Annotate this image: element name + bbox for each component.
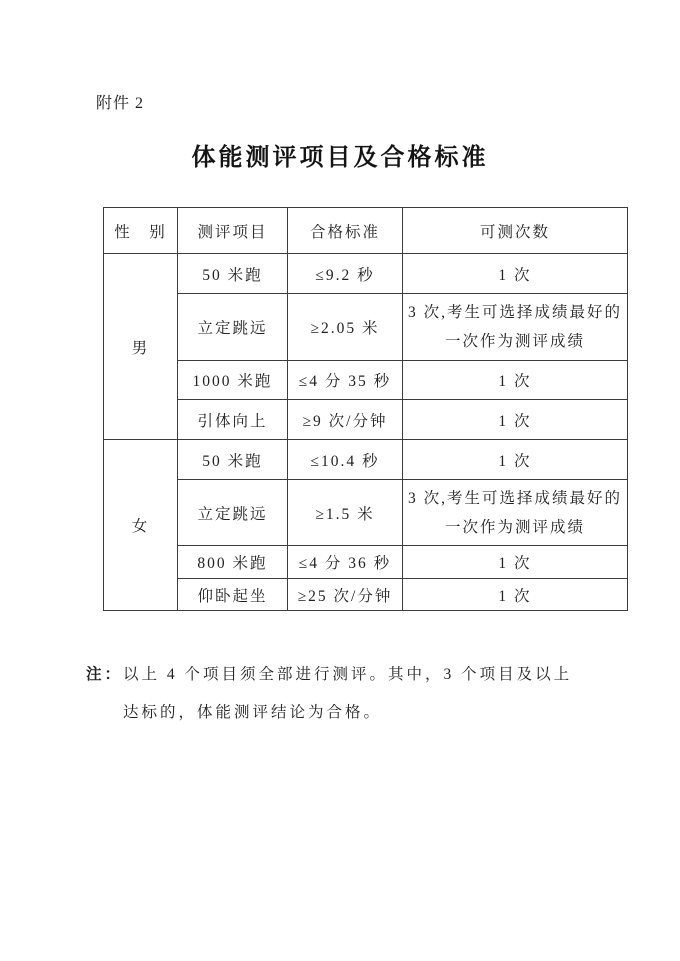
footnote	[86, 656, 572, 732]
footnote-label: 注：	[86, 666, 124, 683]
attempts-cell: 1 次	[403, 361, 628, 400]
table-row-male-longjump	[104, 294, 628, 361]
item-cell: 引体向上	[178, 400, 288, 440]
item-cell: 仰卧起坐	[178, 579, 288, 611]
attachment-label: 附件 2	[96, 95, 145, 112]
col-header-item: 测评项目	[178, 208, 288, 254]
item-cell: 50 米跑	[178, 254, 288, 294]
attempts-line-1: 3 次,考生可选择成绩最好的	[407, 304, 622, 321]
attempts-line-1: 3 次,考生可选择成绩最好的	[407, 489, 622, 507]
standard-cell: ≥9 次/分钟	[288, 400, 403, 440]
standard-cell: ≤4 分 35 秒	[288, 361, 403, 400]
attempts-cell: 1 次	[403, 546, 628, 579]
table-row-male-1000m	[104, 361, 628, 400]
standard-cell: ≥1.5 米	[288, 480, 403, 546]
attempts-line-2: 一次作为测评成绩	[444, 518, 585, 536]
item-cell: 800 米跑	[178, 546, 288, 579]
attempts-cell	[403, 480, 628, 546]
attempts-cell: 1 次	[403, 579, 628, 611]
standard-cell: ≤4 分 36 秒	[288, 546, 403, 579]
attempts-cell: 1 次	[403, 440, 628, 480]
fitness-standards-table	[103, 207, 628, 611]
standard-cell: ≥2.05 米	[288, 294, 403, 361]
table-row-male-pullup	[104, 400, 628, 440]
item-cell: 立定跳远	[178, 294, 288, 361]
table-row-female-situp	[104, 579, 628, 611]
table-row-male-50m	[104, 254, 628, 294]
table-header-row	[104, 208, 628, 254]
col-header-standard: 合格标准	[288, 208, 403, 254]
footnote-text	[123, 656, 572, 732]
table-row-female-50m	[104, 440, 628, 480]
attempts-line-2: 一次作为测评成绩	[444, 333, 585, 350]
standard-cell: ≤9.2 秒	[288, 254, 403, 294]
gender-cell-female: 女	[104, 440, 178, 611]
item-cell: 1000 米跑	[178, 361, 288, 400]
item-cell: 立定跳远	[178, 480, 288, 546]
standard-cell: ≥25 次/分钟	[288, 579, 403, 611]
attempts-cell: 1 次	[403, 254, 628, 294]
item-cell: 50 米跑	[178, 440, 288, 480]
table-row-female-longjump	[104, 480, 628, 546]
standard-cell: ≤10.4 秒	[288, 440, 403, 480]
page-title: 体能测评项目及合格标准	[191, 145, 489, 171]
col-header-gender: 性 别	[104, 208, 178, 254]
attempts-cell: 1 次	[403, 400, 628, 440]
gender-cell-male: 男	[104, 254, 178, 440]
col-header-attempts: 可测次数	[403, 208, 628, 254]
footnote-line-1: 以上 4 个项目须全部进行测评。其中，3 个项目及以上	[123, 666, 573, 683]
footnote-line-2: 达标的，体能测评结论为合格。	[123, 704, 383, 721]
attempts-cell	[403, 294, 628, 361]
table-row-female-800m	[104, 546, 628, 579]
